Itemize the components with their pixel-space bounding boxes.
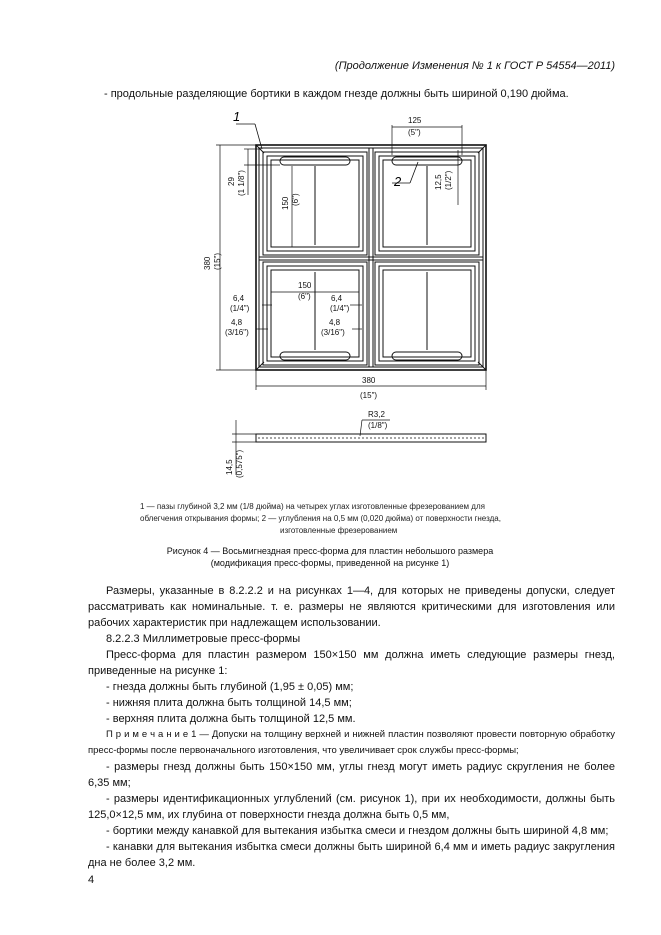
- figure-caption: Рисунок 4 — Восьмигнездная пресс-форма для пластин небольшого размера (модификация пресс-формы, приведенной на рисунке 1): [166, 546, 494, 568]
- svg-text:(1 1/8"): (1 1/8"): [237, 170, 246, 196]
- list-item: - канавки для вытекания избытка смеси должны быть шириной 6,4 мм и иметь радиус закругления дна не более 3,2 мм.: [88, 841, 615, 869]
- intro-line: - продольные разделяющие бортики в каждом гнезде должны быть шириной 0,190 дюйма.: [104, 88, 569, 100]
- list-item: - размеры идентификационных углублений (см. рисунок 1), при их необходимости, должны быть 125,0×12,5 мм, их глубина от поверхности гнезда должна быть 0,5 мм,: [88, 793, 615, 821]
- svg-text:(15"): (15"): [213, 252, 222, 270]
- cavity-bottom-right: [375, 262, 479, 365]
- svg-text:(3/16"): (3/16"): [321, 328, 345, 337]
- callout-2: 2: [394, 174, 402, 189]
- svg-text:29: 29: [227, 177, 236, 186]
- svg-text:R3,2: R3,2: [368, 410, 385, 419]
- svg-text:150: 150: [298, 281, 312, 290]
- note: П р и м е ч а н и е 1 — Допуски на толщину верхней и нижней пластин позволяют провести повторную обработку пресс-формы после первоначального изготовления, что увеличивает срок службы пресс-формы;: [88, 729, 615, 756]
- legend-line-1: 1 — пазы глубиной 3,2 мм (1/8 дюйма) на четырех углах изготовленные фрезерованием для: [140, 502, 485, 511]
- svg-text:12,5: 12,5: [434, 174, 443, 190]
- svg-text:(0,575"): (0,575"): [235, 449, 244, 478]
- svg-text:125: 125: [408, 116, 422, 125]
- svg-text:(1/2"): (1/2"): [444, 170, 453, 190]
- page-header: (Продолжение Изменения № 1 к ГОСТ Р 54554—2011): [334, 60, 615, 72]
- svg-text:380: 380: [203, 256, 212, 270]
- cavity-top-left: [263, 152, 367, 255]
- list-item: - бортики между канавкой для вытекания избытка смеси и гнездом должны быть шириной 4,8 мм;: [106, 825, 609, 837]
- svg-text:(1/8"): (1/8"): [368, 421, 388, 430]
- svg-text:6,4: 6,4: [233, 294, 245, 303]
- legend-line-2: облегчения открывания формы; 2 — углубления на 0,5 мм (0,020 дюйма) от поверхности гнезда,: [140, 514, 501, 523]
- svg-text:150: 150: [281, 196, 290, 210]
- list-item: - размеры гнезд должны быть 150×150 мм, углы гнезд могут иметь радиус скругления не более 6,35 мм;: [88, 761, 615, 789]
- cavity-top-right: [375, 152, 479, 255]
- svg-text:(5"): (5"): [408, 128, 421, 137]
- list-item: - гнезда должны быть глубиной (1,95 ± 0,05) мм;: [106, 681, 354, 693]
- svg-text:(6"): (6"): [291, 193, 300, 206]
- list-item: - верхняя плита должна быть толщиной 12,5 мм.: [106, 713, 356, 725]
- svg-text:(1/4"): (1/4"): [230, 304, 250, 313]
- callout-1: 1: [233, 109, 241, 124]
- svg-text:(1/4"): (1/4"): [330, 304, 350, 313]
- page-number: 4: [88, 874, 95, 886]
- svg-text:380: 380: [362, 376, 376, 385]
- drawing-legend: [140, 501, 550, 537]
- svg-text:14,5: 14,5: [225, 459, 234, 475]
- body-para-2: Пресс-форма для пластин размером 150×150 мм должна иметь следующие размеры гнезд, приведенные на рисунке 1:: [88, 649, 615, 677]
- list-item: - нижняя плита должна быть толщиной 14,5 мм;: [106, 697, 352, 709]
- mold-side-section: [256, 434, 486, 442]
- cavity-bottom-left: [263, 262, 367, 365]
- legend-line-3: изготовленные фрезерованием: [280, 526, 398, 535]
- mold-drawing: [200, 105, 520, 480]
- svg-text:(15"): (15"): [360, 391, 378, 400]
- section-heading: 8.2.2.3 Миллиметровые пресс-формы: [106, 633, 301, 645]
- svg-text:(6"): (6"): [298, 292, 311, 301]
- svg-text:4,8: 4,8: [231, 318, 243, 327]
- svg-text:6,4: 6,4: [331, 294, 343, 303]
- svg-text:(3/16"): (3/16"): [225, 328, 249, 337]
- body-para-1: Размеры, указанные в 8.2.2.2 и на рисунках 1—4, для которых не приведены допуски, следует рассматривать как номинальные. т. е. размеры не являются критическими для изготовления или рабочих характеристик при надлежащем использовании.: [88, 585, 615, 629]
- svg-text:4,8: 4,8: [329, 318, 341, 327]
